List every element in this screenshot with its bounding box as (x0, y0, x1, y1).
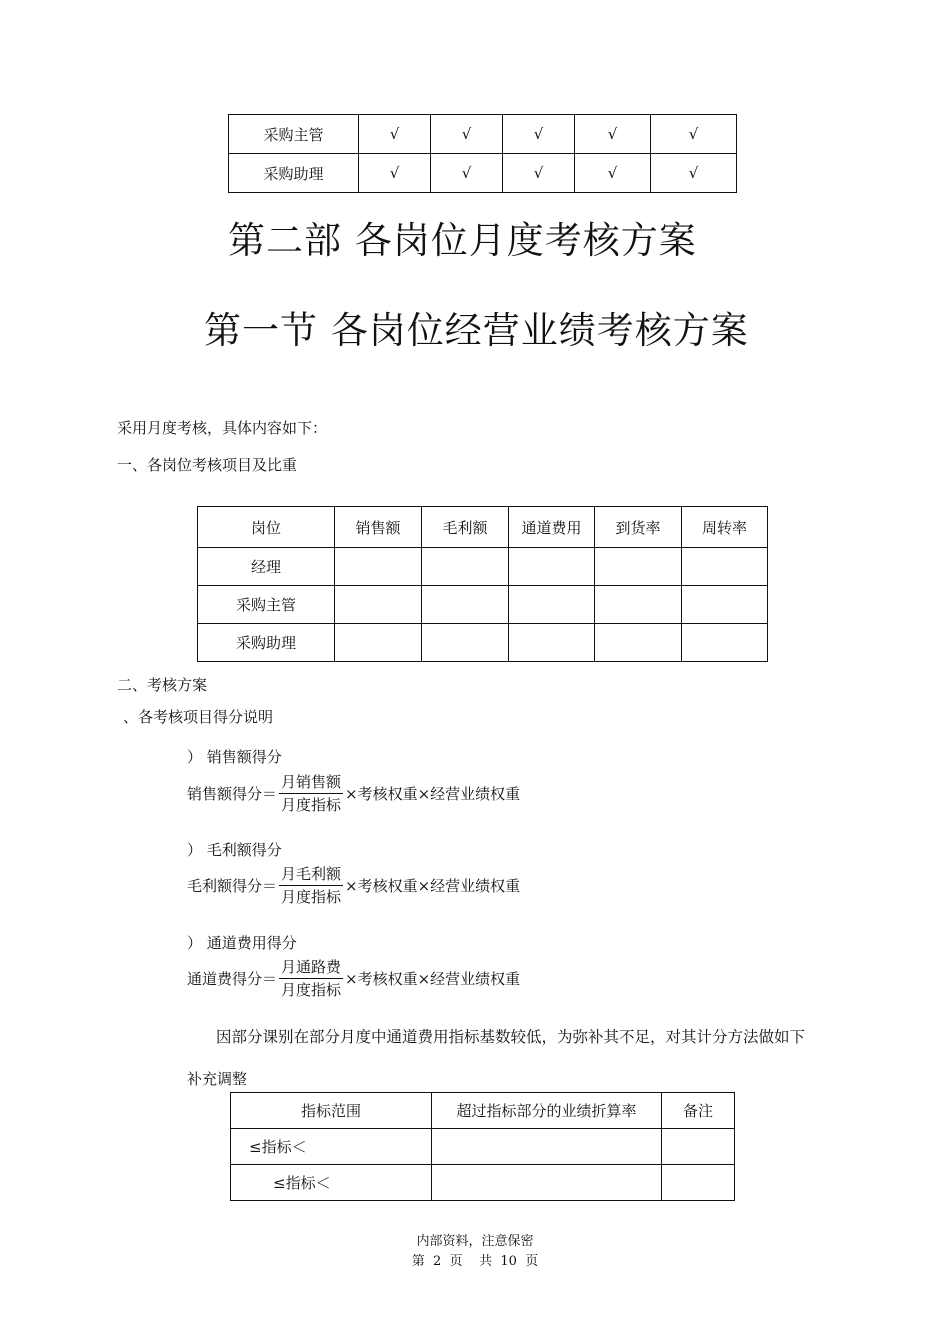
denominator: 月度指标 (281, 981, 342, 999)
adjust-table (230, 1092, 735, 1201)
intro-text: 采用月度考核，具体内容如下： (117, 419, 328, 437)
fraction (279, 957, 343, 1000)
table-header-row (231, 1093, 735, 1129)
table-row (231, 1129, 735, 1165)
table-row (198, 586, 768, 624)
formula (187, 957, 520, 1000)
check-cell: √ (575, 154, 651, 193)
table-row (231, 1165, 735, 1201)
formula-rhs: ×考核权重×经营业绩权重 (345, 970, 521, 988)
heading-1: 一、各岗位考核项目及比重 (117, 456, 298, 474)
row-label: 经理 (198, 548, 335, 586)
page-number: 第 2 页 共 10 页 (411, 1254, 539, 1269)
part-title: 第二部 各岗位月度考核方案 (228, 219, 697, 262)
fraction (279, 772, 343, 815)
table-row (198, 548, 768, 586)
numerator: 月通路费 (279, 957, 343, 979)
sub-heading: 、各考核项目得分说明 (123, 708, 274, 726)
header-cell: 通道费用 (509, 507, 595, 548)
denominator: 月度指标 (281, 888, 342, 906)
item-title: ） 销售额得分 (187, 748, 282, 766)
formula-lhs: 销售额得分＝ (187, 785, 278, 803)
check-cell: √ (575, 115, 651, 154)
check-cell: √ (503, 115, 575, 154)
heading-2: 二、考核方案 (117, 676, 208, 694)
note-paragraph-cont: 补充调整 (187, 1070, 248, 1088)
weights-table (197, 506, 768, 662)
check-cell: √ (503, 154, 575, 193)
section-title: 第一节 各岗位经营业绩考核方案 (204, 309, 749, 352)
note-paragraph: 因部分课别在部分月度中通道费用指标基数较低，为弥补其不足，对其计分方法做如下 (216, 1028, 806, 1046)
check-cell: √ (651, 154, 737, 193)
formula (187, 772, 520, 815)
formula (187, 864, 520, 907)
numerator: 月销售额 (279, 772, 343, 794)
item-title: ） 毛利额得分 (187, 841, 282, 859)
denominator: 月度指标 (281, 796, 342, 814)
table-row (198, 624, 768, 662)
check-cell: √ (359, 115, 431, 154)
range-cell: ≤指标＜ (231, 1165, 432, 1201)
header-cell: 备注 (662, 1093, 735, 1129)
top-table (228, 114, 737, 193)
check-cell: √ (359, 154, 431, 193)
formula-rhs: ×考核权重×经营业绩权重 (345, 785, 521, 803)
footer-confidential: 内部资料，注意保密 (416, 1234, 534, 1249)
header-cell: 指标范围 (231, 1093, 432, 1129)
header-cell: 毛利额 (422, 507, 509, 548)
fraction (279, 864, 343, 907)
check-cell: √ (431, 115, 503, 154)
table-row (229, 115, 737, 154)
item-title: ） 通道费用得分 (187, 934, 297, 952)
range-cell: ≤指标＜ (231, 1129, 432, 1165)
header-cell: 销售额 (335, 507, 422, 548)
formula-lhs: 毛利额得分＝ (187, 877, 278, 895)
row-label: 采购主管 (229, 115, 359, 154)
table-row (229, 154, 737, 193)
row-label: 采购助理 (198, 624, 335, 662)
header-cell: 到货率 (595, 507, 682, 548)
header-cell: 超过指标部分的业绩折算率 (432, 1093, 662, 1129)
formula-lhs: 通道费得分＝ (187, 970, 278, 988)
row-label: 采购主管 (198, 586, 335, 624)
check-cell: √ (651, 115, 737, 154)
check-cell: √ (431, 154, 503, 193)
table-header-row (198, 507, 768, 548)
header-cell: 岗位 (198, 507, 335, 548)
header-cell: 周转率 (682, 507, 768, 548)
numerator: 月毛利额 (279, 864, 343, 886)
formula-rhs: ×考核权重×经营业绩权重 (345, 877, 521, 895)
row-label: 采购助理 (229, 154, 359, 193)
